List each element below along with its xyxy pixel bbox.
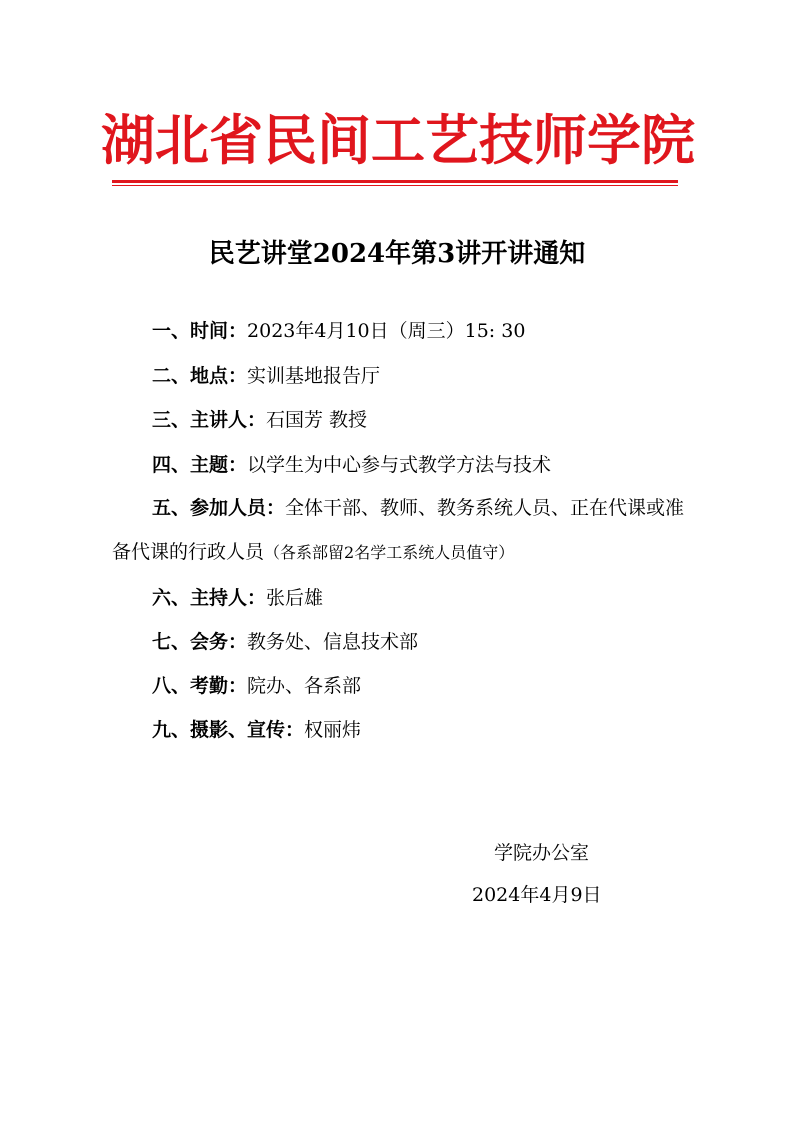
letterhead-rule-thin	[112, 185, 678, 186]
item-value: 院办、各系部	[247, 675, 362, 697]
issuing-office: 学院办公室	[494, 842, 590, 864]
item-label: 一、时间：	[152, 320, 248, 342]
item-value: 石国芳 教授	[266, 409, 368, 431]
notice-item-photography	[152, 717, 361, 743]
item-label: 四、主题：	[152, 454, 248, 476]
item-label: 五、参加人员：	[152, 497, 286, 519]
notice-item-attendees	[112, 486, 692, 575]
item-value: 权丽炜	[304, 719, 362, 741]
item-label: 八、考勤：	[152, 675, 248, 697]
item-label: 九、摄影、宣传：	[152, 719, 305, 741]
item-value: 教务处、信息技术部	[247, 631, 419, 653]
notice-item-location	[152, 363, 380, 389]
item-value: 全体干部、教师、教务系统人员、正在代课或准备代课的行政人员	[112, 497, 685, 563]
notice-item-attendance	[152, 673, 361, 699]
item-label: 六、主持人：	[152, 587, 267, 609]
item-value: 张后雄	[266, 587, 324, 609]
notice-item-logistics	[152, 629, 418, 655]
notice-item-host	[152, 585, 323, 611]
letterhead-rule-thick	[112, 180, 678, 183]
item-label: 三、主讲人：	[152, 409, 267, 431]
notice-item-speaker	[152, 407, 367, 433]
item-note: （各系部留2名学工系统人员值守）	[264, 543, 515, 562]
item-label: 二、地点：	[152, 365, 248, 387]
item-value: 实训基地报告厅	[247, 365, 381, 387]
issue-date: 2024年4月9日	[472, 884, 602, 906]
item-value: 以学生为中心参与式教学方法与技术	[247, 454, 552, 476]
letterhead	[0, 104, 794, 176]
institution-name: 湖北省民间工艺技师学院	[101, 108, 695, 172]
notice-item-time	[152, 318, 525, 344]
item-value: 2023年4月10日（周三）15: 30	[247, 320, 526, 342]
notice-title: 民艺讲堂2024年第3讲开讲通知	[208, 239, 586, 269]
item-label: 七、会务：	[152, 631, 248, 653]
notice-item-topic	[152, 452, 551, 478]
